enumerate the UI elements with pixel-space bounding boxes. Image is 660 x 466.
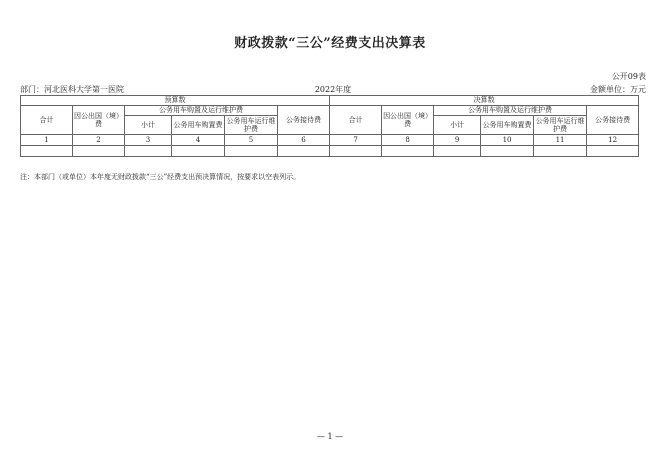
empty-data-row (21, 146, 639, 157)
column-index: 8 (382, 135, 434, 146)
budget-header: 预算数 (21, 96, 330, 106)
column-index: 9 (434, 135, 481, 146)
column-index: 1 (21, 135, 73, 146)
table-cell (330, 146, 382, 157)
table-cell (73, 146, 125, 157)
column-index: 11 (534, 135, 587, 146)
page-number: — 1 — (316, 432, 344, 441)
column-index-row (21, 135, 639, 146)
budget-vehicle-group-header: 公务用车购置及运行维护费 (125, 106, 278, 116)
table-title: 财政拨款“三公”经费支出决算表 (234, 36, 426, 51)
final-reception-header: 公务接待费 (587, 106, 639, 135)
column-index: 10 (481, 135, 534, 146)
footnote: 注：本部门（或单位）本年度无财政拨款“三公”经费支出预决算情况，按要求以空表列示。 (20, 173, 301, 181)
final-operation-header: 公务用车运行维护费 (535, 116, 585, 133)
final-total-header: 合计 (330, 106, 382, 135)
table-cell (434, 146, 481, 157)
table-cell (382, 146, 434, 157)
meta-row (20, 84, 646, 94)
final-subtotal-header: 小计 (434, 116, 481, 135)
table-cell (481, 146, 534, 157)
department-label: 部门：河北医科大学第一医院 (20, 85, 124, 94)
final-vehicle-group-header: 公务用车购置及运行维护费 (434, 106, 587, 116)
table-cell (225, 146, 278, 157)
column-index: 7 (330, 135, 382, 146)
column-index: 3 (125, 135, 172, 146)
column-index: 2 (73, 135, 125, 146)
budget-abroad-header: 因公出国（境）费 (73, 106, 125, 135)
column-index: 12 (587, 135, 639, 146)
form-code: 公开09表 (611, 72, 646, 81)
column-index: 6 (278, 135, 330, 146)
table-cell (125, 146, 172, 157)
final-purchase-header: 公务用车购置费 (481, 116, 534, 135)
table-cell (587, 146, 639, 157)
amount-unit: 金额单位：万元 (590, 85, 646, 94)
table-cell (21, 146, 73, 157)
budget-operation-header: 公务用车运行维护费 (226, 116, 276, 133)
final-header: 决算数 (330, 96, 639, 106)
three-public-expense-table (20, 95, 639, 157)
budget-reception-header: 公务接待费 (278, 106, 330, 135)
budget-subtotal-header: 小计 (125, 116, 172, 135)
column-index: 4 (172, 135, 225, 146)
table-cell (278, 146, 330, 157)
final-abroad-header: 因公出国（境）费 (382, 106, 434, 135)
fiscal-year: 2022年度 (314, 85, 352, 94)
budget-purchase-header: 公务用车购置费 (172, 116, 225, 135)
column-index: 5 (225, 135, 278, 146)
budget-total-header: 合计 (21, 106, 73, 135)
table-cell (172, 146, 225, 157)
table-cell (534, 146, 587, 157)
